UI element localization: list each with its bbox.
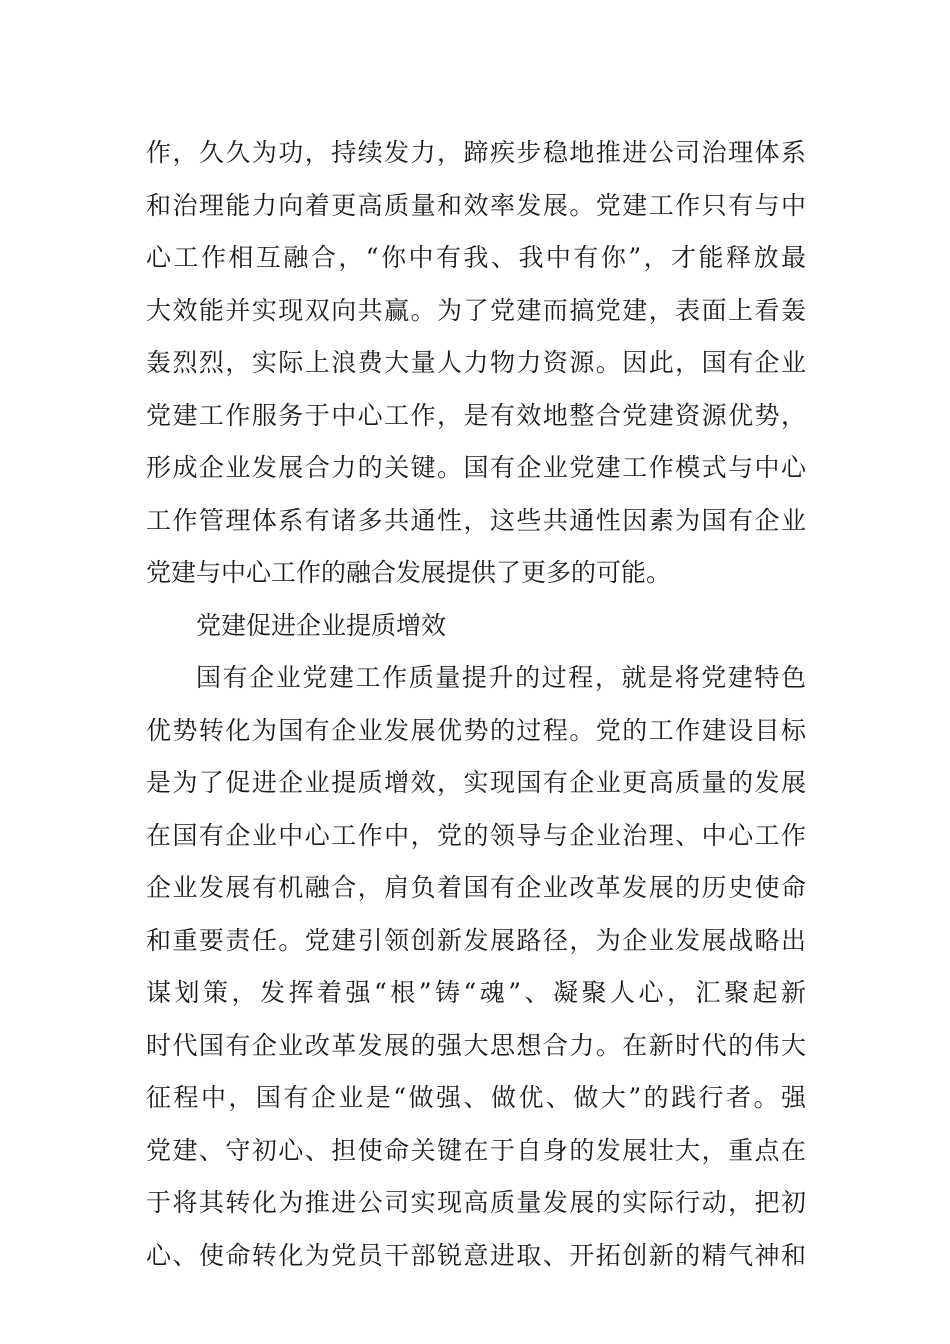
text-line: 于将其转化为推进公司实现高质量发展的实际行动，把初 bbox=[146, 1188, 806, 1217]
text-line: 党建工作服务于中心工作，是有效地整合党建资源优势， bbox=[146, 400, 806, 430]
text-line: 党建、守初心、担使命关键在于自身的发展壮大，重点在 bbox=[146, 1135, 806, 1165]
text-line: 是为了促进企业提质增效，实现国有企业更高质量的发展 bbox=[146, 768, 806, 797]
text-line: 轰烈烈，实际上浪费大量人力物力资源。因此，国有企业 bbox=[146, 348, 806, 377]
text-line: 谋划策，发挥着强“根”铸“魂”、凝聚人心，汇聚起新 bbox=[146, 978, 806, 1007]
text-line: 时代国有企业改革发展的强大思想合力。在新时代的伟大 bbox=[146, 1030, 806, 1060]
text-line: 形成企业发展合力的关键。国有企业党建工作模式与中心 bbox=[146, 453, 806, 482]
text-line: 作，久久为功，持续发力，蹄疾步稳地推进公司治理体系 bbox=[146, 138, 806, 167]
text-line: 优势转化为国有企业发展优势的过程。党的工作建设目标 bbox=[146, 715, 806, 745]
text-line: 心、使命转化为党员干部锐意进取、开拓创新的精气神和 bbox=[146, 1240, 806, 1270]
body-text bbox=[146, 127, 806, 1282]
text-line: 征程中，国有企业是“做强、做优、做大”的践行者。强 bbox=[146, 1083, 806, 1112]
section-heading: 党建促进企业提质增效 bbox=[196, 610, 447, 640]
text-line: 大效能并实现双向共赢。为了党建而搞党建，表面上看轰 bbox=[146, 295, 806, 325]
text-line: 党建与中心工作的融合发展提供了更多的可能。 bbox=[146, 558, 672, 587]
text-line: 企业发展有机融合，肩负着国有企业改革发展的历史使命 bbox=[146, 873, 806, 902]
text-line: 和治理能力向着更高质量和效率发展。党建工作只有与中 bbox=[146, 190, 806, 220]
text-line: 国有企业党建工作质量提升的过程，就是将党建特色 bbox=[196, 663, 806, 692]
text-line: 和重要责任。党建引领创新发展路径，为企业发展战略出 bbox=[146, 925, 806, 955]
text-line: 工作管理体系有诸多共通性，这些共通性因素为国有企业 bbox=[146, 505, 806, 535]
text-line: 心工作相互融合，“你中有我、我中有你”，才能释放最 bbox=[146, 243, 806, 272]
text-line: 在国有企业中心工作中，党的领导与企业治理、中心工作 bbox=[146, 820, 806, 850]
